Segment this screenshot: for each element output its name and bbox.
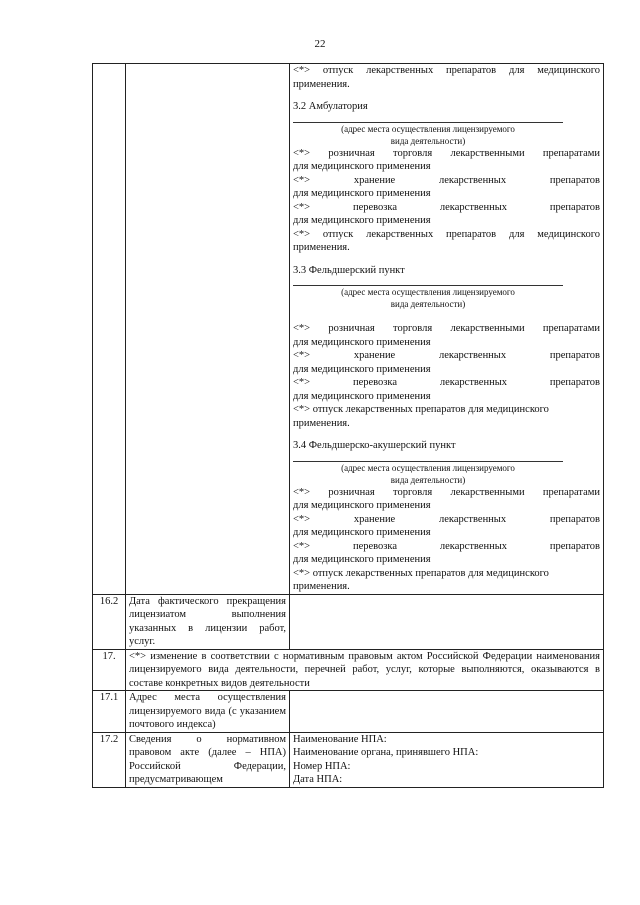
address-caption: (адрес места осуществления лицензируемого <box>341 287 515 297</box>
list-item-line: для медицинского применения <box>293 527 431 538</box>
cell-label <box>126 64 290 595</box>
list-item-line: <*> отпуск лекарственных препаратов для медицинского <box>293 65 600 76</box>
list-item-line: <*> отпуск лекарственных препаратов для медицинского <box>293 567 549 579</box>
row-value <box>290 732 604 787</box>
address-caption: (адрес места осуществления лицензируемого <box>341 462 515 473</box>
list-item-line: <*> перевозка лекарственных препаратов <box>293 201 600 213</box>
address-caption: (адрес места осуществления лицензируемого <box>341 123 515 134</box>
list-item-line: <*> отпуск лекарственных препаратов для медицинского <box>293 228 600 240</box>
row-value <box>290 691 604 733</box>
npa-field: Наименование НПА: <box>293 733 387 745</box>
list-item-line: для медицинского применения <box>293 215 431 226</box>
cell-number <box>93 64 126 595</box>
list-item-line: <*> розничная торговля лекарственными препаратами <box>293 147 600 159</box>
npa-field: Номер НПА: <box>293 760 351 772</box>
row-number: 17.1 <box>93 691 126 733</box>
table-row-16-2 <box>93 594 604 649</box>
row-value <box>290 594 604 649</box>
list-item-line: для медицинского применения <box>293 390 431 402</box>
list-item-line: <*> хранение лекарственных препаратов <box>293 513 600 525</box>
list-item-line: для медицинского применения <box>293 336 431 348</box>
table-row-continuation <box>93 64 604 595</box>
list-item-line: для медицинского применения <box>293 500 431 511</box>
list-item-line: для медицинского применения <box>293 188 431 199</box>
row-number: 17. <box>93 649 126 691</box>
section-title: 3.2 Амбулатория <box>293 101 368 112</box>
list-item-line: <*> перевозка лекарственных препаратов <box>293 377 600 388</box>
row-label: Адрес места осуществления лицензируемого вида (с указанием почтового индекса) <box>126 691 290 733</box>
list-item-line: <*> перевозка лекарственных препаратов <box>293 540 600 552</box>
npa-field: Дата НПА: <box>293 774 343 785</box>
list-item-line: применения. <box>293 581 350 592</box>
list-item-line: <*> розничная торговля лекарственными препаратами <box>293 323 600 334</box>
list-item-line: применения. <box>293 417 350 429</box>
list-item-line: <*> хранение лекарственных препаратов <box>293 174 600 186</box>
table-row-17-2 <box>93 732 604 787</box>
section-title: 3.3 Фельдшерский пункт <box>293 264 405 276</box>
list-item-line: <*> отпуск лекарственных препаратов для медицинского <box>293 404 549 415</box>
page-number: 22 <box>314 38 326 50</box>
section-title: 3.4 Фельдшерско-акушерский пункт <box>293 440 456 451</box>
row-text: <*> изменение в соответствии с нормативным правовым актом Российской Федерации наименования лицензируемого вида деятельности, перечней работ, услуг, которые выполняются, оказываются в составе конкретных видов деятельности <box>126 649 604 691</box>
list-item-line: для медицинского применения <box>293 554 431 565</box>
address-caption: вида деятельности) <box>390 474 466 485</box>
list-item-line: <*> розничная торговля лекарственными препаратами <box>293 486 600 498</box>
list-item-line: для медицинского применения <box>293 161 431 172</box>
address-caption: вида деятельности) <box>390 299 466 309</box>
list-item-line: для медицинского применения <box>293 363 431 375</box>
license-table <box>92 63 604 788</box>
table-row-17-1 <box>93 691 604 733</box>
list-item-line: применения. <box>293 242 350 253</box>
row-label: Сведения о нормативном правовом акте (далее – НПА) Российской Федерации, предусматривающем <box>126 732 290 787</box>
cell-content <box>290 64 604 595</box>
table-row-17 <box>93 649 604 691</box>
list-item-line: применения. <box>293 78 350 90</box>
address-caption: вида деятельности) <box>390 135 466 146</box>
row-label: Дата фактического прекращения лицензиатом выполнения указанных в лицензии работ, услуг. <box>126 594 290 649</box>
list-item-line: <*> хранение лекарственных препаратов <box>293 350 600 361</box>
row-number: 17.2 <box>93 732 126 787</box>
row-number: 16.2 <box>93 594 126 649</box>
npa-field: Наименование органа, принявшего НПА: <box>293 747 479 758</box>
